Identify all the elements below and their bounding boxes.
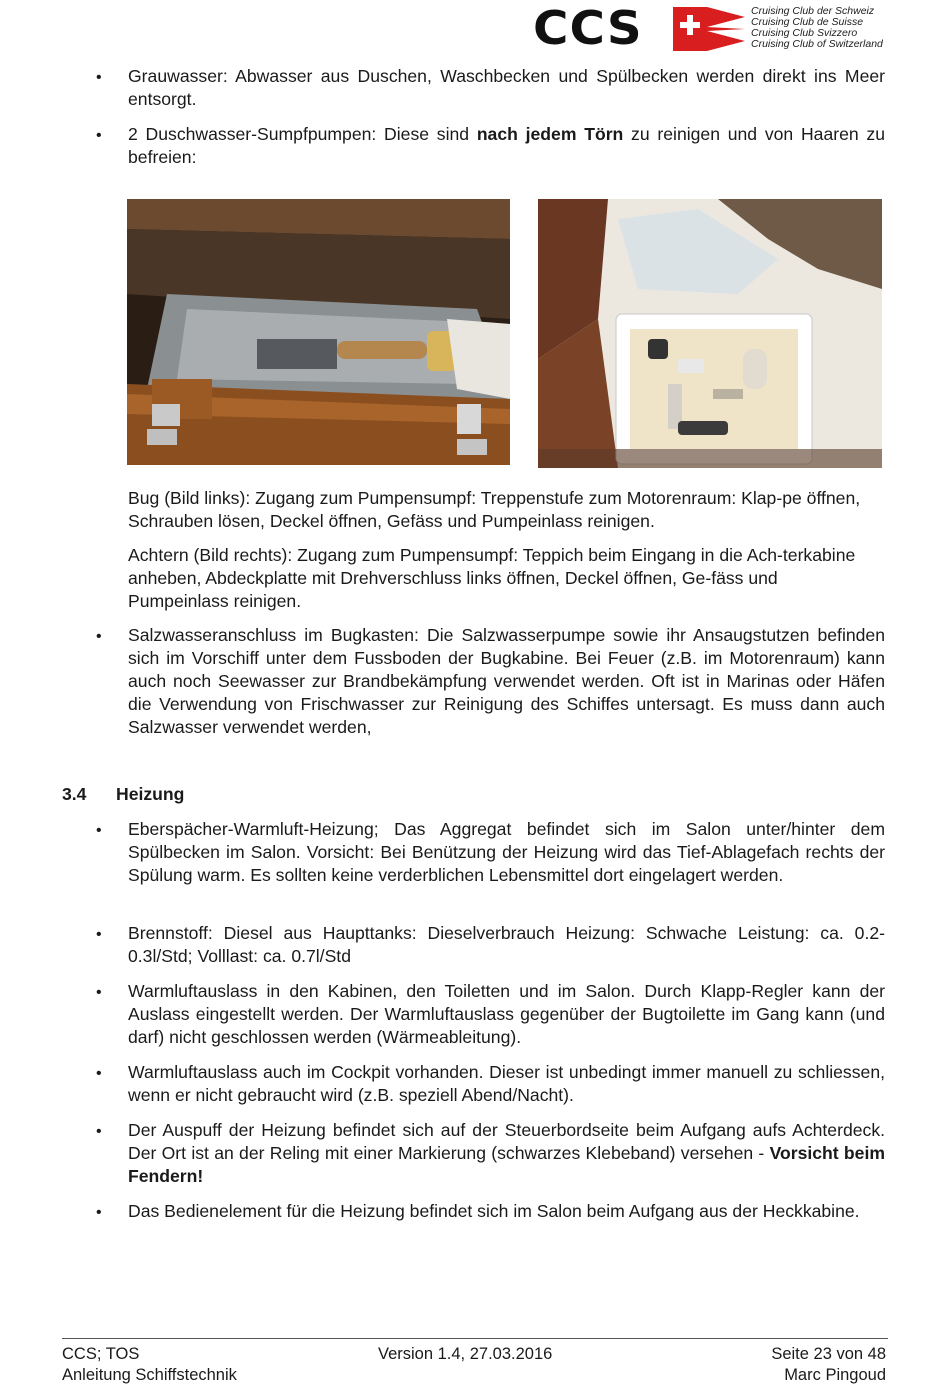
bullet-warmluftauslass-kabinen: Warmluftauslass in den Kabinen, den Toiletten und im Salon. Durch Klapp-Regler kann der Auslass eingestellt werden. Der Warmluftauslass gegenüber der Bugtoilette im Gang kann (und darf) nicht geschlossen werden (Wärmeableitung). xyxy=(128,981,885,1047)
club-name-de: Cruising Club der Schweiz xyxy=(751,5,875,17)
bullet-auspuff xyxy=(128,1119,885,1188)
footer-divider xyxy=(62,1338,888,1339)
footer-page-number: Seite 23 von 48 xyxy=(771,1345,886,1363)
footer-left-1: CCS; TOS xyxy=(62,1345,140,1363)
bullet-symbol: • xyxy=(96,1204,102,1221)
bullet-grauwasser: Grauwasser: Abwasser aus Duschen, Waschbecken und Spülbecken werden direkt ins Meer entsorgt. xyxy=(128,66,885,109)
club-name-en: Cruising Club of Switzerland xyxy=(751,38,883,50)
swiss-flag-pennant-icon xyxy=(673,7,745,51)
footer-author: Marc Pingoud xyxy=(784,1366,886,1384)
bullet-salzwasser: Salzwasseranschluss im Bugkasten: Die Salzwasserpumpe sowie ihr Ansaugstutzen befinden sich im Vorschiff unter dem Fussboden der Bugkabine. Bei Feuer (z.B. im Motorenraum) kann auch noch Seewasser zur Brandbekämpfung verwendet werden. Oft ist in Marinas oder Häfen die Verwendung von Frischwasser zur Reinigung des Schiffes untersagt. Es muss dann auch Salzwasser verwendet werden, xyxy=(128,625,885,737)
caption-bug: Bug (Bild links): Zugang zum Pumpensumpf: Treppenstufe zum Motorenraum: Klap-pe öffnen, Schrauben lösen, Deckel öffnen, Gefäss und Pumpeinlass reinigen. xyxy=(128,488,861,531)
bullet-bedienelement: Das Bedienelement für die Heizung befindet sich im Salon beim Aufgang aus der Heckkabine. xyxy=(128,1201,860,1221)
section-title: Heizung xyxy=(116,784,185,804)
bullet-symbol: • xyxy=(96,1123,102,1140)
section-number: 3.4 xyxy=(62,784,87,804)
duschwasser-text-end: zu reinigen und von Haaren zu befreien: xyxy=(128,124,885,167)
bullet-symbol: • xyxy=(96,822,102,839)
ccs-logo xyxy=(533,1,893,55)
bullet-symbol: • xyxy=(96,1065,102,1082)
auspuff-text: Der Auspuff der Heizung befindet sich auf der Steuerbordseite beim Aufgang aufs Achterdeck. Der Ort ist an der Reling mit einer Markierung (schwarzes Klebeband) versehen - xyxy=(128,1120,885,1163)
footer-version: Version 1.4, 27.03.2016 xyxy=(378,1345,553,1363)
photo-bug-pumpensumpf xyxy=(127,199,510,465)
bullet-symbol: • xyxy=(96,628,102,645)
logo-wordmark: CCS xyxy=(533,1,643,55)
club-name-fr: Cruising Club de Suisse xyxy=(751,16,864,28)
bullet-brennstoff: Brennstoff: Diesel aus Haupttanks: Dieselverbrauch Heizung: Schwache Leistung: ca. 0.2-0.3l/Std; Volllast: ca. 0.7l/Std xyxy=(128,923,885,966)
photo-achtern-illustration xyxy=(538,199,882,468)
photo-bug-illustration xyxy=(127,199,510,465)
caption-achtern: Achtern (Bild rechts): Zugang zum Pumpensumpf: Teppich beim Eingang in die Ach-terkabine anheben, Abdeckplatte mit Drehverschluss links öffnen, Deckel öffnen, Ge-fäss und Pumpeinlass reinigen. xyxy=(128,545,856,611)
bullet-symbol: • xyxy=(96,127,102,144)
auspuff-warning: Vorsicht beim Fendern! xyxy=(128,1143,885,1186)
photo-achtern-pumpensumpf xyxy=(538,199,882,468)
bullet-warmluftauslass-cockpit: Warmluftauslass auch im Cockpit vorhanden. Dieser ist unbedingt immer manuell zu schliessen, wenn er nicht gebraucht wird (z.B. speziell Abend/Nacht). xyxy=(128,1062,885,1105)
bullet-eberspaecher: Eberspächer-Warmluft-Heizung; Das Aggregat befindet sich im Salon unter/hinter dem Spülbecken im Salon. Vorsicht: Bei Benützung der Heizung wird das Tief-Ablagefach rechts der Spülung warm. Es sollten keine verderblichen Lebensmittel dort eingelagert werden. xyxy=(128,819,885,885)
duschwasser-emphasis: nach jedem Törn xyxy=(476,124,624,144)
bullet-symbol: • xyxy=(96,926,102,943)
duschwasser-text: 2 Duschwasser-Sumpfpumpen: Diese sind xyxy=(128,124,477,144)
footer-left-2: Anleitung Schiffstechnik xyxy=(62,1366,237,1384)
club-names xyxy=(751,6,883,50)
bullet-symbol: • xyxy=(96,984,102,1001)
club-name-it: Cruising Club Svizzero xyxy=(751,27,858,39)
bullet-duschwasser xyxy=(128,123,885,169)
bullet-symbol: • xyxy=(96,69,102,86)
